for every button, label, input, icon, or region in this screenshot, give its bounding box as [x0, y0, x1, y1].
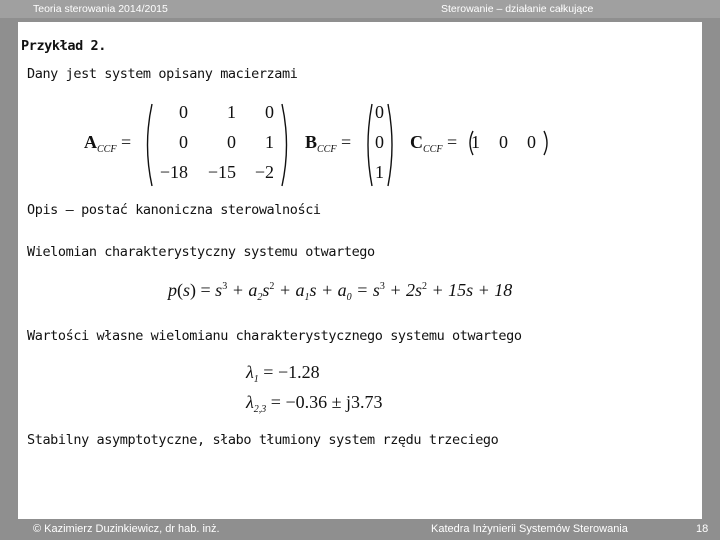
slide-footer	[0, 519, 720, 540]
example-title: Przykład 2.	[21, 38, 107, 54]
slide-content	[18, 22, 702, 519]
eigenvalue-1: $\lambda_1 = -1.28$	[246, 362, 320, 385]
matrix-a-cell: −15	[207, 162, 236, 182]
author: © Kazimierz Duzinkiewicz, dr hab. inż.	[33, 523, 220, 535]
page-number: 18	[696, 523, 709, 535]
matrix-a-label: $A_{CCF}$ =	[84, 132, 132, 155]
canonical-form-text: Opis – postać kanoniczna sterowalności	[27, 202, 321, 218]
matrix-a-cell: −18	[159, 162, 188, 182]
eigenvalue-2-3: $\lambda_{2,3} = -0.36 \pm j3.73$	[246, 392, 383, 415]
matrix-a-cell: 0	[265, 102, 274, 122]
matrix-b-cell: 0	[375, 102, 384, 122]
characteristic-polynomial: $p(s) = s^3 + a_2s^2 + a_1s + a_0 = s^3 + 2s^2 + 15s + 18$	[168, 280, 513, 303]
matrix-a-cell: 1	[265, 132, 274, 152]
matrix-a-cell: −2	[254, 162, 274, 182]
matrix-a-cell: 0	[179, 102, 188, 122]
intro-text: Dany jest system opisany macierzami	[27, 66, 298, 82]
eigenvalues-text: Wartości własne wielomianu charakterystycznego systemu otwartego	[27, 328, 522, 344]
matrix-a-cell: 0	[227, 132, 236, 152]
matrix-a-cell: 0	[179, 132, 188, 152]
course-title: Teoria sterowania 2014/2015	[33, 3, 168, 15]
char-poly-text: Wielomian charakterystyczny systemu otwartego	[27, 244, 375, 260]
matrix-b-cell: 0	[375, 132, 384, 152]
matrix-b-label: $B_{CCF}$ =	[305, 132, 352, 155]
matrix-c-cell: 1	[471, 132, 480, 152]
matrix-b-cell: 1	[375, 162, 384, 182]
slide-header	[0, 0, 720, 18]
matrix-c-cell: 0	[527, 132, 536, 152]
topic-title: Sterowanie – działanie całkujące	[441, 3, 594, 15]
matrix-c-label: $C_{CCF}$ =	[410, 132, 458, 155]
stability-conclusion: Stabilny asymptotyczne, słabo tłumiony system rzędu trzeciego	[27, 432, 499, 448]
matrix-a-cell: 1	[227, 102, 236, 122]
department: Katedra Inżynierii Systemów Sterowania	[431, 523, 628, 535]
matrix-c-cell: 0	[499, 132, 508, 152]
